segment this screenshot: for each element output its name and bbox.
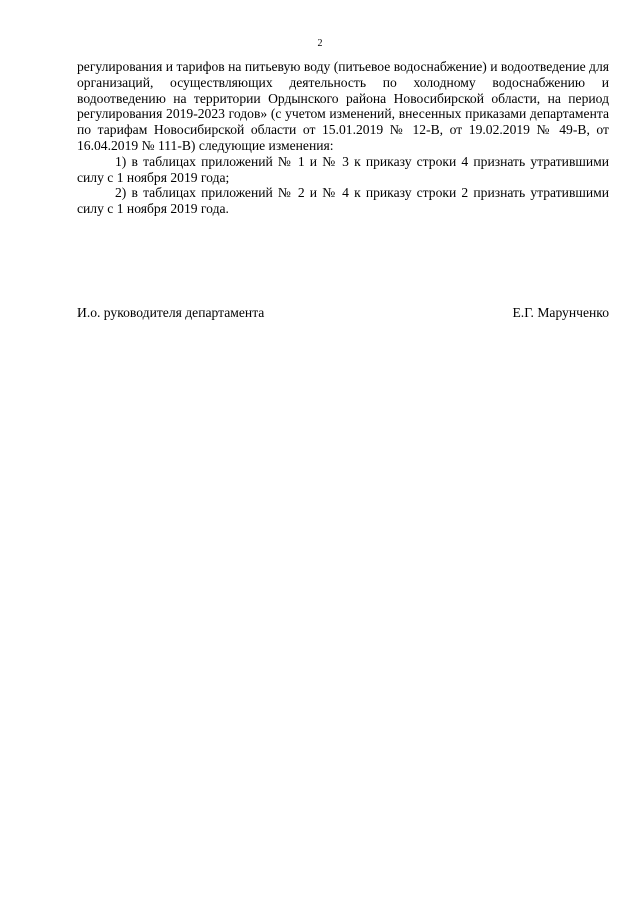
- paragraph-item-2: 2) в таблицах приложений № 2 и № 4 к приказу строки 2 признать утратившими силу с 1 ноября 2019 года.: [77, 185, 609, 217]
- signatory-position: И.о. руководителя департамента: [77, 305, 265, 320]
- page-number: 2: [317, 38, 323, 49]
- paragraph-preamble: регулирования и тарифов на питьевую воду (питьевое водоснабжение) и водоотведение для организаций, осуществляющих деятельность по холодному водоснабжению и водоотведению на территории Ордынского района Новосибирской области, на период регулирования 2019-2023 годов» (с учетом изменений, внесенных приказами департамента по тарифам Новосибирской области от 15.01.2019 № 12-В, от 19.02.2019 № 49-В, от 16.04.2019 № 111-В) следующие изменения:: [77, 59, 609, 153]
- signature-block: [77, 305, 609, 321]
- paragraph-item-1: 1) в таблицах приложений № 1 и № 3 к приказу строки 4 признать утратившими силу с 1 ноября 2019 года;: [77, 153, 609, 185]
- document-body: [77, 59, 609, 217]
- signatory-name: Е.Г. Марунченко: [512, 305, 609, 320]
